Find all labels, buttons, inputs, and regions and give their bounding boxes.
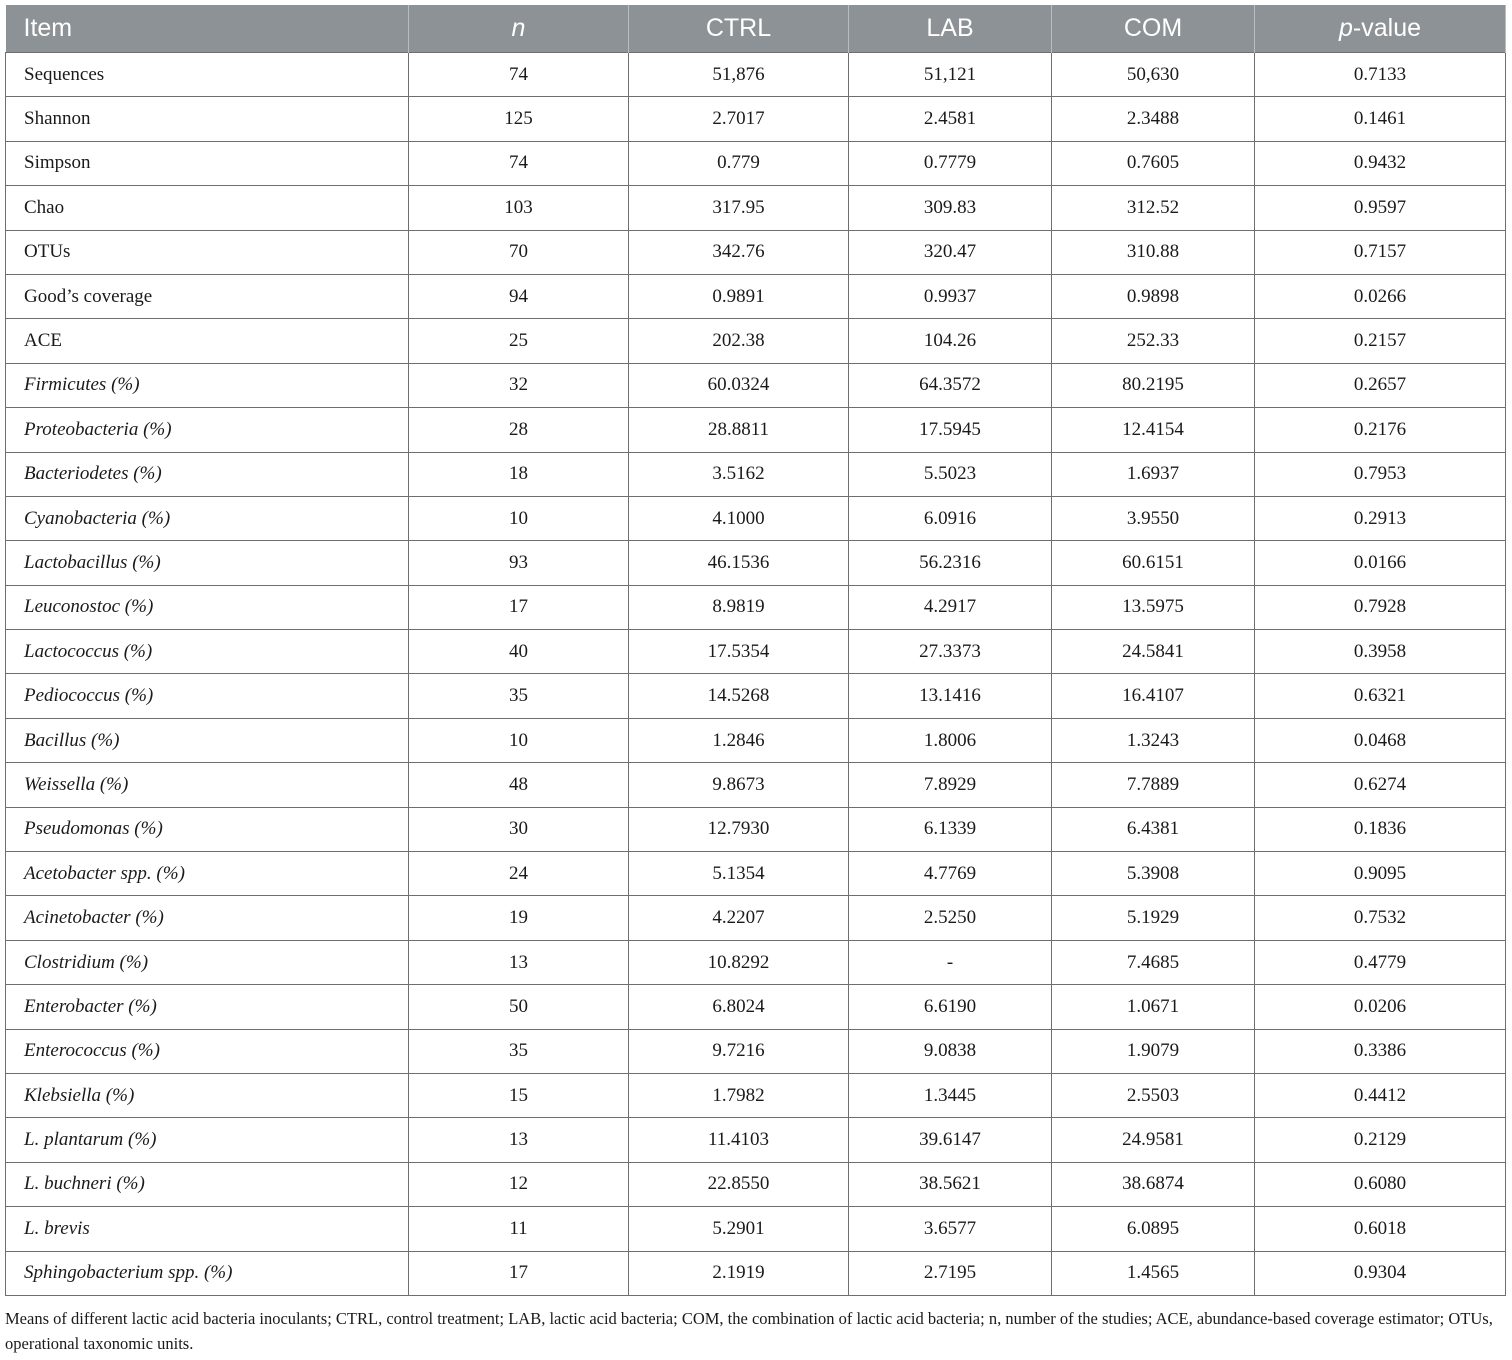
cell-com: 1.0671 xyxy=(1052,985,1255,1029)
cell-com: 16.4107 xyxy=(1052,674,1255,718)
table-body xyxy=(6,53,1506,1296)
cell-item: Enterobacter (%) xyxy=(6,985,409,1029)
cell-p-value: 0.0266 xyxy=(1255,274,1506,318)
cell-n: 125 xyxy=(409,97,629,141)
cell-lab: 104.26 xyxy=(849,319,1052,363)
table-row xyxy=(6,1162,1506,1206)
cell-ctrl: 12.7930 xyxy=(629,807,849,851)
cell-lab: 13.1416 xyxy=(849,674,1052,718)
cell-item: L. plantarum (%) xyxy=(6,1118,409,1162)
cell-n: 11 xyxy=(409,1207,629,1251)
cell-ctrl: 11.4103 xyxy=(629,1118,849,1162)
cell-lab: 7.8929 xyxy=(849,763,1052,807)
table-row xyxy=(6,97,1506,141)
cell-p-value: 0.2176 xyxy=(1255,408,1506,452)
cell-item: Leuconostoc (%) xyxy=(6,585,409,629)
cell-com: 24.9581 xyxy=(1052,1118,1255,1162)
cell-item: Lactococcus (%) xyxy=(6,630,409,674)
cell-p-value: 0.2657 xyxy=(1255,363,1506,407)
cell-p-value: 0.7157 xyxy=(1255,230,1506,274)
cell-n: 103 xyxy=(409,186,629,230)
table-row xyxy=(6,141,1506,185)
cell-p-value: 0.9304 xyxy=(1255,1251,1506,1295)
cell-ctrl: 6.8024 xyxy=(629,985,849,1029)
cell-com: 13.5975 xyxy=(1052,585,1255,629)
cell-com: 38.6874 xyxy=(1052,1162,1255,1206)
cell-item: Firmicutes (%) xyxy=(6,363,409,407)
cell-ctrl: 2.7017 xyxy=(629,97,849,141)
cell-lab: 0.9937 xyxy=(849,274,1052,318)
cell-ctrl: 10.8292 xyxy=(629,940,849,984)
cell-n: 28 xyxy=(409,408,629,452)
table-row xyxy=(6,940,1506,984)
cell-n: 15 xyxy=(409,1073,629,1117)
cell-ctrl: 8.9819 xyxy=(629,585,849,629)
cell-ctrl: 0.779 xyxy=(629,141,849,185)
cell-n: 10 xyxy=(409,496,629,540)
cell-com: 3.9550 xyxy=(1052,496,1255,540)
cell-ctrl: 46.1536 xyxy=(629,541,849,585)
cell-ctrl: 2.1919 xyxy=(629,1251,849,1295)
table-row xyxy=(6,496,1506,540)
cell-lab: 6.1339 xyxy=(849,807,1052,851)
cell-ctrl: 5.1354 xyxy=(629,852,849,896)
cell-item: Good’s coverage xyxy=(6,274,409,318)
cell-lab: 0.7779 xyxy=(849,141,1052,185)
cell-ctrl: 5.2901 xyxy=(629,1207,849,1251)
cell-n: 74 xyxy=(409,141,629,185)
table-row xyxy=(6,1207,1506,1251)
cell-com: 252.33 xyxy=(1052,319,1255,363)
cell-lab: 2.4581 xyxy=(849,97,1052,141)
cell-ctrl: 0.9891 xyxy=(629,274,849,318)
cell-n: 94 xyxy=(409,274,629,318)
table-row xyxy=(6,985,1506,1029)
cell-n: 24 xyxy=(409,852,629,896)
cell-com: 6.4381 xyxy=(1052,807,1255,851)
cell-item: Enterococcus (%) xyxy=(6,1029,409,1073)
data-table-container xyxy=(5,5,1505,1296)
cell-p-value: 0.2157 xyxy=(1255,319,1506,363)
cell-com: 12.4154 xyxy=(1052,408,1255,452)
cell-lab: 1.3445 xyxy=(849,1073,1052,1117)
table-row xyxy=(6,852,1506,896)
cell-p-value: 0.7532 xyxy=(1255,896,1506,940)
cell-ctrl: 9.8673 xyxy=(629,763,849,807)
cell-lab: 2.5250 xyxy=(849,896,1052,940)
cell-item: Proteobacteria (%) xyxy=(6,408,409,452)
cell-ctrl: 17.5354 xyxy=(629,630,849,674)
cell-ctrl: 28.8811 xyxy=(629,408,849,452)
table-row xyxy=(6,230,1506,274)
cell-item: Weissella (%) xyxy=(6,763,409,807)
cell-com: 50,630 xyxy=(1052,53,1255,97)
cell-ctrl: 4.1000 xyxy=(629,496,849,540)
cell-lab: 64.3572 xyxy=(849,363,1052,407)
table-row xyxy=(6,585,1506,629)
table-row xyxy=(6,896,1506,940)
cell-com: 310.88 xyxy=(1052,230,1255,274)
cell-com: 1.3243 xyxy=(1052,718,1255,762)
cell-lab: 2.7195 xyxy=(849,1251,1052,1295)
cell-p-value: 0.1461 xyxy=(1255,97,1506,141)
cell-p-value: 0.4412 xyxy=(1255,1073,1506,1117)
cell-lab: 39.6147 xyxy=(849,1118,1052,1162)
header-com: COM xyxy=(1052,5,1255,53)
data-table xyxy=(5,5,1506,1296)
cell-item: Chao xyxy=(6,186,409,230)
cell-com: 5.3908 xyxy=(1052,852,1255,896)
cell-item: Sequences xyxy=(6,53,409,97)
cell-p-value: 0.2129 xyxy=(1255,1118,1506,1162)
cell-com: 0.9898 xyxy=(1052,274,1255,318)
cell-p-value: 0.3386 xyxy=(1255,1029,1506,1073)
table-row xyxy=(6,452,1506,496)
cell-lab: 27.3373 xyxy=(849,630,1052,674)
table-row xyxy=(6,274,1506,318)
cell-p-value: 0.9597 xyxy=(1255,186,1506,230)
cell-item: Klebsiella (%) xyxy=(6,1073,409,1117)
table-row xyxy=(6,1029,1506,1073)
cell-n: 40 xyxy=(409,630,629,674)
header-lab: LAB xyxy=(849,5,1052,53)
cell-lab: 1.8006 xyxy=(849,718,1052,762)
table-row xyxy=(6,807,1506,851)
table-row xyxy=(6,1118,1506,1162)
cell-lab: 9.0838 xyxy=(849,1029,1052,1073)
cell-lab: 17.5945 xyxy=(849,408,1052,452)
cell-n: 32 xyxy=(409,363,629,407)
cell-com: 5.1929 xyxy=(1052,896,1255,940)
table-row xyxy=(6,763,1506,807)
cell-n: 18 xyxy=(409,452,629,496)
cell-com: 24.5841 xyxy=(1052,630,1255,674)
cell-com: 7.4685 xyxy=(1052,940,1255,984)
cell-ctrl: 1.2846 xyxy=(629,718,849,762)
table-row xyxy=(6,363,1506,407)
cell-lab: 309.83 xyxy=(849,186,1052,230)
cell-p-value: 0.2913 xyxy=(1255,496,1506,540)
cell-n: 19 xyxy=(409,896,629,940)
table-row xyxy=(6,541,1506,585)
cell-n: 35 xyxy=(409,674,629,718)
cell-lab: 3.6577 xyxy=(849,1207,1052,1251)
cell-p-value: 0.6080 xyxy=(1255,1162,1506,1206)
cell-lab: 4.2917 xyxy=(849,585,1052,629)
cell-lab: 51,121 xyxy=(849,53,1052,97)
cell-p-value: 0.7928 xyxy=(1255,585,1506,629)
cell-item: ACE xyxy=(6,319,409,363)
cell-lab: 5.5023 xyxy=(849,452,1052,496)
cell-n: 25 xyxy=(409,319,629,363)
header-row xyxy=(6,5,1506,53)
cell-lab: 38.5621 xyxy=(849,1162,1052,1206)
table-row xyxy=(6,408,1506,452)
cell-p-value: 0.6321 xyxy=(1255,674,1506,718)
cell-com: 0.7605 xyxy=(1052,141,1255,185)
cell-n: 10 xyxy=(409,718,629,762)
cell-item: Acinetobacter (%) xyxy=(6,896,409,940)
cell-ctrl: 317.95 xyxy=(629,186,849,230)
cell-com: 1.6937 xyxy=(1052,452,1255,496)
cell-com: 1.4565 xyxy=(1052,1251,1255,1295)
cell-ctrl: 202.38 xyxy=(629,319,849,363)
cell-lab: 4.7769 xyxy=(849,852,1052,896)
header-n xyxy=(409,5,629,53)
table-row xyxy=(6,1073,1506,1117)
header-p-letter: p xyxy=(1339,14,1353,42)
cell-item: L. brevis xyxy=(6,1207,409,1251)
cell-com: 6.0895 xyxy=(1052,1207,1255,1251)
cell-com: 1.9079 xyxy=(1052,1029,1255,1073)
header-n-label: n xyxy=(511,14,526,42)
cell-n: 13 xyxy=(409,940,629,984)
cell-com: 2.3488 xyxy=(1052,97,1255,141)
cell-n: 74 xyxy=(409,53,629,97)
cell-ctrl: 60.0324 xyxy=(629,363,849,407)
cell-com: 2.5503 xyxy=(1052,1073,1255,1117)
cell-p-value: 0.7953 xyxy=(1255,452,1506,496)
cell-item: Cyanobacteria (%) xyxy=(6,496,409,540)
table-row xyxy=(6,53,1506,97)
header-ctrl: CTRL xyxy=(629,5,849,53)
cell-n: 30 xyxy=(409,807,629,851)
cell-item: Bacillus (%) xyxy=(6,718,409,762)
cell-item: Clostridium (%) xyxy=(6,940,409,984)
cell-p-value: 0.3958 xyxy=(1255,630,1506,674)
cell-n: 12 xyxy=(409,1162,629,1206)
cell-item: Bacteriodetes (%) xyxy=(6,452,409,496)
table-row xyxy=(6,1251,1506,1295)
cell-n: 48 xyxy=(409,763,629,807)
cell-p-value: 0.0206 xyxy=(1255,985,1506,1029)
cell-ctrl: 1.7982 xyxy=(629,1073,849,1117)
table-row xyxy=(6,319,1506,363)
cell-ctrl: 342.76 xyxy=(629,230,849,274)
cell-n: 70 xyxy=(409,230,629,274)
cell-n: 50 xyxy=(409,985,629,1029)
cell-item: Simpson xyxy=(6,141,409,185)
header-p-value xyxy=(1255,5,1506,53)
cell-item: Shannon xyxy=(6,97,409,141)
table-row xyxy=(6,674,1506,718)
cell-n: 17 xyxy=(409,1251,629,1295)
cell-item: Pseudomonas (%) xyxy=(6,807,409,851)
cell-item: Pediococcus (%) xyxy=(6,674,409,718)
cell-lab: 6.6190 xyxy=(849,985,1052,1029)
cell-ctrl: 22.8550 xyxy=(629,1162,849,1206)
cell-p-value: 0.6018 xyxy=(1255,1207,1506,1251)
cell-lab: 6.0916 xyxy=(849,496,1052,540)
cell-lab: 320.47 xyxy=(849,230,1052,274)
cell-lab: - xyxy=(849,940,1052,984)
cell-n: 17 xyxy=(409,585,629,629)
cell-item: Sphingobacterium spp. (%) xyxy=(6,1251,409,1295)
cell-ctrl: 3.5162 xyxy=(629,452,849,496)
header-p-suffix: -value xyxy=(1352,14,1421,42)
cell-n: 13 xyxy=(409,1118,629,1162)
table-row xyxy=(6,718,1506,762)
cell-com: 7.7889 xyxy=(1052,763,1255,807)
cell-p-value: 0.9432 xyxy=(1255,141,1506,185)
cell-com: 60.6151 xyxy=(1052,541,1255,585)
cell-lab: 56.2316 xyxy=(849,541,1052,585)
cell-item: L. buchneri (%) xyxy=(6,1162,409,1206)
cell-ctrl: 14.5268 xyxy=(629,674,849,718)
table-row xyxy=(6,630,1506,674)
cell-n: 35 xyxy=(409,1029,629,1073)
cell-p-value: 0.4779 xyxy=(1255,940,1506,984)
cell-p-value: 0.7133 xyxy=(1255,53,1506,97)
table-footnote: Means of different lactic acid bacteria inoculants; CTRL, control treatment; LAB, lactic acid bacteria; COM, the combination of lactic acid bacteria; n, number of the studies; ACE, abundance-based coverage estimator; OTUs, operational taxonomic units. xyxy=(5,1309,1493,1353)
cell-ctrl: 51,876 xyxy=(629,53,849,97)
cell-item: Lactobacillus (%) xyxy=(6,541,409,585)
cell-p-value: 0.0468 xyxy=(1255,718,1506,762)
cell-item: OTUs xyxy=(6,230,409,274)
cell-ctrl: 4.2207 xyxy=(629,896,849,940)
cell-com: 312.52 xyxy=(1052,186,1255,230)
cell-p-value: 0.6274 xyxy=(1255,763,1506,807)
cell-p-value: 0.9095 xyxy=(1255,852,1506,896)
cell-p-value: 0.1836 xyxy=(1255,807,1506,851)
cell-p-value: 0.0166 xyxy=(1255,541,1506,585)
cell-item: Acetobacter spp. (%) xyxy=(6,852,409,896)
cell-n: 93 xyxy=(409,541,629,585)
table-row xyxy=(6,186,1506,230)
cell-com: 80.2195 xyxy=(1052,363,1255,407)
header-item: Item xyxy=(6,5,409,53)
cell-ctrl: 9.7216 xyxy=(629,1029,849,1073)
